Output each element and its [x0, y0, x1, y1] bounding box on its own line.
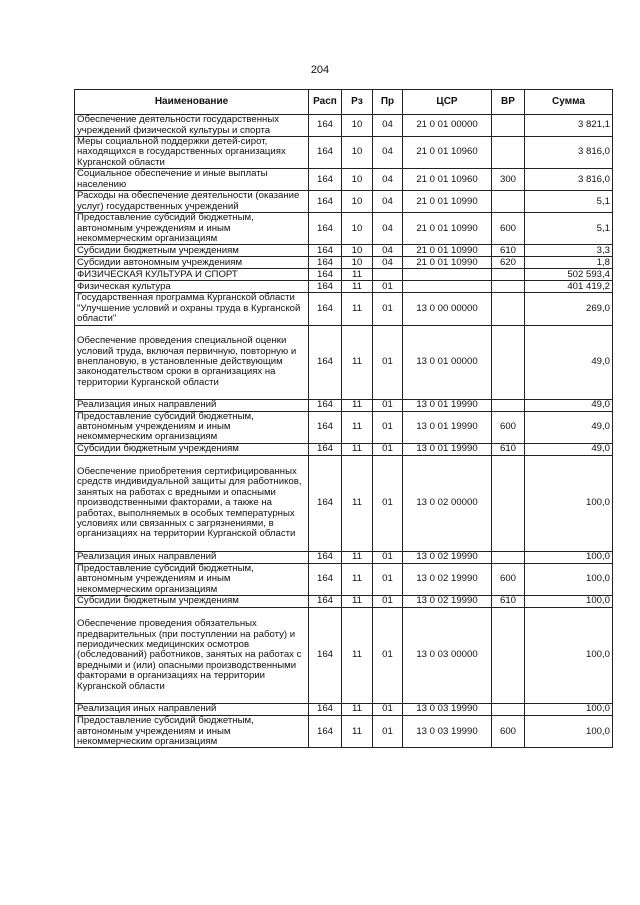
table-row	[75, 399, 613, 411]
cell-rasp: 164	[309, 269, 342, 281]
cell-rasp: 164	[309, 704, 342, 716]
cell-rasp: 164	[309, 399, 342, 411]
cell-csr	[403, 281, 492, 293]
cell-vr	[492, 551, 525, 563]
cell-name: Предоставление субсидий бюджетным, автономным учреждениям и иным некоммерческим организациям	[75, 213, 309, 245]
header-name: Наименование	[75, 90, 309, 115]
cell-vr	[492, 325, 525, 399]
cell-rasp: 164	[309, 257, 342, 269]
cell-rz: 11	[342, 325, 373, 399]
table-row	[75, 213, 613, 245]
cell-sum: 502 593,4	[525, 269, 613, 281]
cell-rz: 11	[342, 281, 373, 293]
cell-csr: 21 0 01 00000	[403, 115, 492, 137]
cell-rz: 11	[342, 716, 373, 748]
cell-vr	[492, 281, 525, 293]
cell-rasp: 164	[309, 213, 342, 245]
cell-name: Предоставление субсидий бюджетным, автономным учреждениям и иным некоммерческим организациям	[75, 716, 309, 748]
cell-vr	[492, 455, 525, 551]
table-header-row	[75, 90, 613, 115]
cell-pr: 04	[373, 213, 403, 245]
cell-rz: 10	[342, 191, 373, 213]
table-body	[75, 115, 613, 748]
table-row	[75, 563, 613, 595]
cell-csr: 13 0 01 19990	[403, 399, 492, 411]
cell-csr: 21 0 01 10960	[403, 137, 492, 169]
cell-sum: 49,0	[525, 399, 613, 411]
cell-csr: 13 0 01 19990	[403, 411, 492, 443]
cell-pr: 01	[373, 411, 403, 443]
cell-sum: 100,0	[525, 551, 613, 563]
cell-rasp: 164	[309, 169, 342, 191]
cell-pr: 01	[373, 608, 403, 704]
cell-csr: 21 0 01 10990	[403, 257, 492, 269]
cell-sum: 100,0	[525, 704, 613, 716]
cell-rz: 11	[342, 399, 373, 411]
cell-name: Субсидии бюджетным учреждениям	[75, 596, 309, 608]
cell-name: Реализация иных направлений	[75, 399, 309, 411]
table-row	[75, 269, 613, 281]
cell-name: Обеспечение проведения специальной оценки условий труда, включая первичную, повторную и внеплановую, в установленные действующим законодательством сроки в организациях на территории Курганской области	[75, 325, 309, 399]
table-row	[75, 245, 613, 257]
table-row	[75, 257, 613, 269]
cell-csr: 13 0 02 19990	[403, 563, 492, 595]
cell-rasp: 164	[309, 293, 342, 325]
cell-csr: 13 0 01 19990	[403, 443, 492, 455]
cell-csr	[403, 269, 492, 281]
cell-csr: 13 0 00 00000	[403, 293, 492, 325]
cell-sum: 5,1	[525, 213, 613, 245]
cell-rz: 10	[342, 115, 373, 137]
cell-vr: 610	[492, 443, 525, 455]
cell-vr: 600	[492, 716, 525, 748]
cell-name: Социальное обеспечение и иные выплаты населению	[75, 169, 309, 191]
cell-rasp: 164	[309, 191, 342, 213]
cell-sum: 3 816,0	[525, 169, 613, 191]
cell-sum: 49,0	[525, 325, 613, 399]
table-row	[75, 191, 613, 213]
cell-rasp: 164	[309, 115, 342, 137]
cell-csr: 21 0 01 10990	[403, 191, 492, 213]
cell-pr: 04	[373, 137, 403, 169]
cell-csr: 13 0 02 19990	[403, 596, 492, 608]
cell-pr: 01	[373, 704, 403, 716]
cell-rasp: 164	[309, 281, 342, 293]
cell-rz: 11	[342, 608, 373, 704]
table-row	[75, 115, 613, 137]
table-row	[75, 281, 613, 293]
table-row	[75, 716, 613, 748]
cell-rasp: 164	[309, 716, 342, 748]
cell-pr: 04	[373, 245, 403, 257]
cell-csr: 13 0 03 19990	[403, 716, 492, 748]
cell-name: Обеспечение деятельности государственных учреждений физической культуры и спорта	[75, 115, 309, 137]
cell-name: Обеспечение приобретения сертифицированных средств индивидуальной защиты для работников, занятых на работах с вредными и опасными производственными факторами, а также на работах, выполняемых в особых температурных условиях или связанных с загрязнениями, в организациях на территории Курганской области	[75, 455, 309, 551]
cell-rz: 10	[342, 213, 373, 245]
cell-rz: 10	[342, 257, 373, 269]
cell-sum: 3 816,0	[525, 137, 613, 169]
table-row	[75, 596, 613, 608]
cell-name: Субсидии бюджетным учреждениям	[75, 443, 309, 455]
cell-csr: 13 0 02 00000	[403, 455, 492, 551]
header-vr: ВР	[492, 90, 525, 115]
cell-name: Реализация иных направлений	[75, 704, 309, 716]
cell-name: Меры социальной поддержки детей-сирот, находящихся в государственных организациях Курганской области	[75, 137, 309, 169]
cell-rasp: 164	[309, 596, 342, 608]
cell-csr: 13 0 03 00000	[403, 608, 492, 704]
cell-rz: 10	[342, 137, 373, 169]
cell-vr	[492, 704, 525, 716]
header-pr: Пр	[373, 90, 403, 115]
cell-vr: 610	[492, 596, 525, 608]
cell-rasp: 164	[309, 443, 342, 455]
cell-rz: 11	[342, 455, 373, 551]
table-row	[75, 293, 613, 325]
cell-name: Предоставление субсидий бюджетным, автономным учреждениям и иным некоммерческим организациям	[75, 411, 309, 443]
cell-pr: 01	[373, 716, 403, 748]
cell-sum: 100,0	[525, 596, 613, 608]
table-row	[75, 551, 613, 563]
cell-vr: 600	[492, 213, 525, 245]
cell-sum: 100,0	[525, 563, 613, 595]
cell-sum: 269,0	[525, 293, 613, 325]
cell-name: ФИЗИЧЕСКАЯ КУЛЬТУРА И СПОРТ	[75, 269, 309, 281]
table-row	[75, 443, 613, 455]
cell-vr: 300	[492, 169, 525, 191]
cell-pr: 04	[373, 169, 403, 191]
header-rasp: Расп	[309, 90, 342, 115]
cell-name: Предоставление субсидий бюджетным, автономным учреждениям и иным некоммерческим организациям	[75, 563, 309, 595]
cell-vr	[492, 293, 525, 325]
cell-sum: 401 419,2	[525, 281, 613, 293]
table-row	[75, 325, 613, 399]
table-row	[75, 137, 613, 169]
cell-pr: 04	[373, 191, 403, 213]
cell-sum: 100,0	[525, 608, 613, 704]
cell-csr: 21 0 01 10990	[403, 213, 492, 245]
cell-rz: 11	[342, 411, 373, 443]
cell-vr	[492, 191, 525, 213]
cell-rasp: 164	[309, 325, 342, 399]
cell-pr: 01	[373, 399, 403, 411]
cell-vr	[492, 115, 525, 137]
cell-name: Субсидии автономным учреждениям	[75, 257, 309, 269]
cell-sum: 49,0	[525, 411, 613, 443]
cell-vr	[492, 399, 525, 411]
cell-name: Расходы на обеспечение деятельности (оказание услуг) государственных учреждений	[75, 191, 309, 213]
cell-name: Обеспечение проведения обязательных предварительных (при поступлении на работу) и периодических медицинских осмотров (обследований) работников, занятых на работах с вредными и (или) опасными производственными факторами в организациях на территории Курганской области	[75, 608, 309, 704]
cell-csr: 13 0 03 19990	[403, 704, 492, 716]
cell-pr: 01	[373, 325, 403, 399]
cell-pr	[373, 269, 403, 281]
table-row	[75, 411, 613, 443]
page-number: 204	[310, 64, 330, 76]
budget-table	[74, 89, 613, 748]
cell-sum: 1,8	[525, 257, 613, 269]
cell-pr: 04	[373, 115, 403, 137]
cell-pr: 01	[373, 455, 403, 551]
cell-pr: 01	[373, 281, 403, 293]
cell-vr: 610	[492, 245, 525, 257]
cell-name: Реализация иных направлений	[75, 551, 309, 563]
cell-vr	[492, 269, 525, 281]
cell-rz: 10	[342, 169, 373, 191]
cell-rasp: 164	[309, 563, 342, 595]
cell-rz: 11	[342, 269, 373, 281]
cell-rasp: 164	[309, 608, 342, 704]
cell-rasp: 164	[309, 411, 342, 443]
cell-sum: 49,0	[525, 443, 613, 455]
cell-csr: 13 0 02 19990	[403, 551, 492, 563]
cell-rz: 11	[342, 293, 373, 325]
table-row	[75, 455, 613, 551]
cell-rasp: 164	[309, 455, 342, 551]
cell-pr: 01	[373, 563, 403, 595]
cell-rz: 11	[342, 704, 373, 716]
cell-rz: 11	[342, 563, 373, 595]
cell-pr: 01	[373, 443, 403, 455]
cell-sum: 5,1	[525, 191, 613, 213]
cell-pr: 01	[373, 596, 403, 608]
header-sum: Сумма	[525, 90, 613, 115]
cell-rz: 11	[342, 596, 373, 608]
cell-pr: 01	[373, 293, 403, 325]
cell-rz: 11	[342, 443, 373, 455]
cell-csr: 21 0 01 10990	[403, 245, 492, 257]
cell-name: Физическая культура	[75, 281, 309, 293]
cell-vr	[492, 608, 525, 704]
cell-csr: 13 0 01 00000	[403, 325, 492, 399]
cell-vr: 600	[492, 563, 525, 595]
cell-name: Государственная программа Курганской области "Улучшение условий и охраны труда в Курганской области"	[75, 293, 309, 325]
cell-sum: 3 821,1	[525, 115, 613, 137]
cell-sum: 3,3	[525, 245, 613, 257]
cell-rasp: 164	[309, 551, 342, 563]
cell-name: Субсидии бюджетным учреждениям	[75, 245, 309, 257]
table-row	[75, 608, 613, 704]
cell-pr: 01	[373, 551, 403, 563]
cell-rz: 11	[342, 551, 373, 563]
cell-csr: 21 0 01 10960	[403, 169, 492, 191]
table-row	[75, 169, 613, 191]
cell-pr: 04	[373, 257, 403, 269]
header-csr: ЦСР	[403, 90, 492, 115]
header-rz: Рз	[342, 90, 373, 115]
cell-rz: 10	[342, 245, 373, 257]
cell-rasp: 164	[309, 137, 342, 169]
cell-sum: 100,0	[525, 455, 613, 551]
table-row	[75, 704, 613, 716]
cell-rasp: 164	[309, 245, 342, 257]
cell-vr	[492, 137, 525, 169]
cell-vr: 600	[492, 411, 525, 443]
cell-sum: 100,0	[525, 716, 613, 748]
cell-vr: 620	[492, 257, 525, 269]
